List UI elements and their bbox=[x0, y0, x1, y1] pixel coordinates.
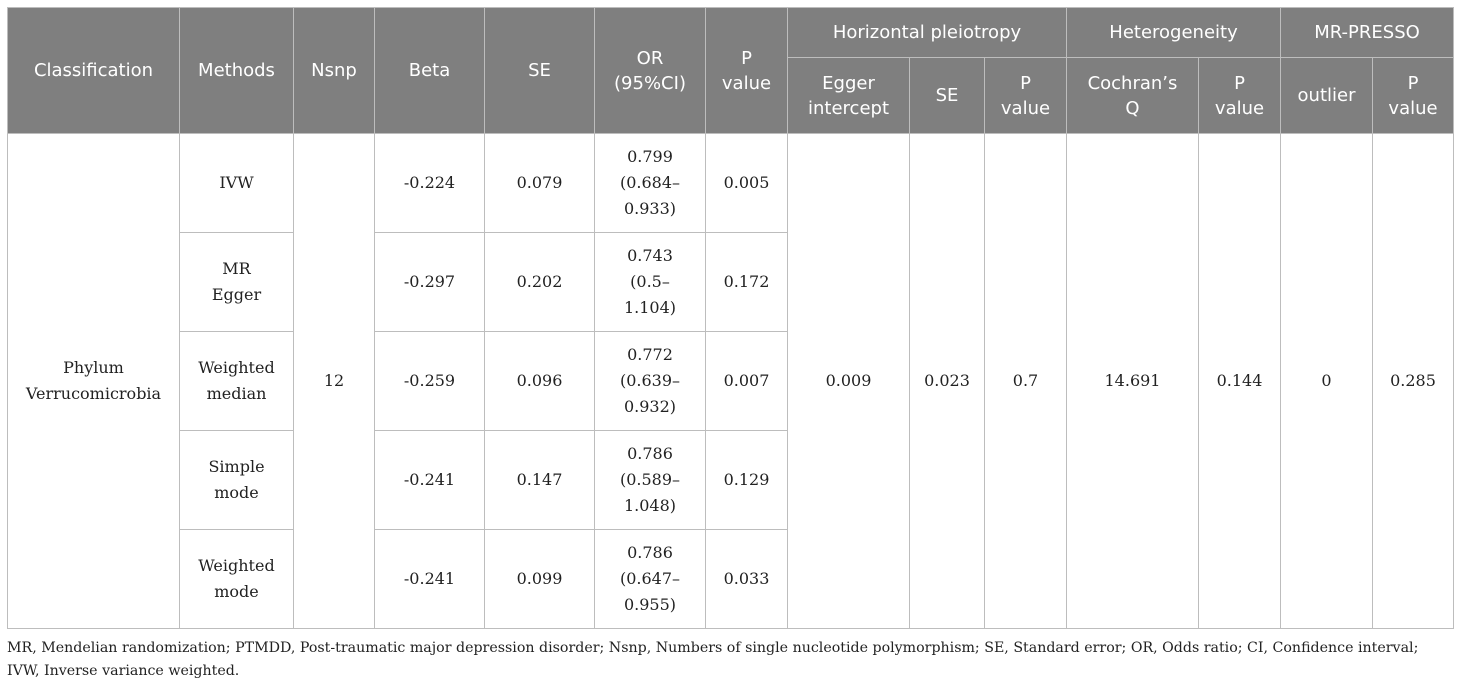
col-header-het-pvalue bbox=[1199, 58, 1281, 134]
method-line2: median bbox=[206, 384, 267, 403]
or-value: 0.786 bbox=[627, 444, 673, 463]
mr-results-table bbox=[7, 7, 1454, 629]
ci-line2: 0.933) bbox=[623, 199, 677, 218]
cell-beta: -0.259 bbox=[375, 332, 485, 431]
or-value: 0.786 bbox=[627, 543, 673, 562]
ci-line1: (0.5– bbox=[630, 272, 670, 291]
cell-method bbox=[180, 530, 294, 629]
table-row bbox=[8, 134, 1454, 233]
col-header-outlier: outlier bbox=[1281, 58, 1373, 134]
cell-egger-intercept: 0.009 bbox=[788, 134, 910, 629]
ci-line1: (0.684– bbox=[619, 173, 681, 192]
col-header-hp-se: SE bbox=[910, 58, 985, 134]
col-header-cochran-q bbox=[1067, 58, 1199, 134]
cell-beta: -0.241 bbox=[375, 530, 485, 629]
table-container bbox=[7, 7, 1453, 629]
col-header-beta: Beta bbox=[375, 8, 485, 134]
col-header-methods: Methods bbox=[180, 8, 294, 134]
ci-line1: (0.647– bbox=[619, 569, 681, 588]
cell-hp-pvalue: 0.7 bbox=[985, 134, 1067, 629]
cell-het-pvalue: 0.144 bbox=[1199, 134, 1281, 629]
method-line1: Simple bbox=[208, 457, 265, 476]
ci-line1: (0.639– bbox=[619, 371, 681, 390]
col-header-het-p-line1: P bbox=[1234, 72, 1245, 94]
cell-cochran-q: 14.691 bbox=[1067, 134, 1199, 629]
cell-se: 0.202 bbox=[485, 233, 595, 332]
ci-line2: 1.104) bbox=[623, 298, 677, 317]
col-header-or bbox=[595, 8, 706, 134]
cell-hp-se: 0.023 bbox=[910, 134, 985, 629]
col-header-het-p-line2: value bbox=[1214, 97, 1265, 119]
col-header-pvalue-line1: P bbox=[741, 47, 752, 69]
cell-beta: -0.241 bbox=[375, 431, 485, 530]
cell-classification bbox=[8, 134, 180, 629]
cell-se: 0.079 bbox=[485, 134, 595, 233]
col-header-cochran-line1: Cochran’s bbox=[1087, 72, 1178, 94]
table-body bbox=[8, 134, 1454, 629]
or-value: 0.772 bbox=[627, 345, 673, 364]
cell-outlier: 0 bbox=[1281, 134, 1373, 629]
cell-presso-pvalue: 0.285 bbox=[1373, 134, 1454, 629]
cell-pvalue: 0.007 bbox=[706, 332, 788, 431]
header-row-1 bbox=[8, 8, 1454, 58]
col-header-hp-p-line2: value bbox=[1000, 97, 1051, 119]
table-footnote: MR, Mendelian randomization; PTMDD, Post-traumatic major depression disorder; Nsnp, Numbers of single nucleotide polymorphism; SE, Standard error; OR, Odds ratio; CI, Confidence interval; IVW, Inverse variance weighted. bbox=[7, 640, 1419, 679]
col-header-nsnp: Nsnp bbox=[294, 8, 375, 134]
col-header-presso-pvalue bbox=[1373, 58, 1454, 134]
group-header-horizontal-pleiotropy: Horizontal pleiotropy bbox=[788, 8, 1067, 58]
cell-or bbox=[595, 233, 706, 332]
col-header-egger-line1: Egger bbox=[822, 72, 875, 94]
or-value: 0.799 bbox=[627, 147, 673, 166]
col-header-cochran-line2: Q bbox=[1125, 97, 1140, 119]
cell-method bbox=[180, 233, 294, 332]
col-header-pvalue bbox=[706, 8, 788, 134]
cell-se: 0.147 bbox=[485, 431, 595, 530]
col-header-classification: Classification bbox=[8, 8, 180, 134]
col-header-egger-intercept bbox=[788, 58, 910, 134]
method-line1: Weighted bbox=[198, 556, 275, 575]
col-header-presso-p-line2: value bbox=[1388, 97, 1438, 119]
ci-line1: (0.589– bbox=[619, 470, 681, 489]
group-header-mr-presso: MR-PRESSO bbox=[1281, 8, 1454, 58]
cell-nsnp: 12 bbox=[294, 134, 375, 629]
method-line2: mode bbox=[214, 483, 259, 502]
group-header-heterogeneity: Heterogeneity bbox=[1067, 8, 1281, 58]
method-line1: Weighted bbox=[198, 358, 275, 377]
cell-method bbox=[180, 431, 294, 530]
cell-or bbox=[595, 332, 706, 431]
cell-method bbox=[180, 332, 294, 431]
or-value: 0.743 bbox=[627, 246, 673, 265]
cell-pvalue: 0.033 bbox=[706, 530, 788, 629]
cell-or bbox=[595, 431, 706, 530]
col-header-presso-p-line1: P bbox=[1407, 72, 1419, 94]
cell-beta: -0.297 bbox=[375, 233, 485, 332]
cell-pvalue: 0.005 bbox=[706, 134, 788, 233]
col-header-pvalue-line2: value bbox=[721, 72, 772, 94]
col-header-se: SE bbox=[485, 8, 595, 134]
classification-line2: Verrucomicrobia bbox=[25, 384, 162, 403]
col-header-egger-line2: intercept bbox=[808, 97, 889, 119]
cell-method: IVW bbox=[180, 134, 294, 233]
classification-line1: Phylum bbox=[63, 358, 124, 377]
cell-beta: -0.224 bbox=[375, 134, 485, 233]
col-header-or-line1: OR bbox=[636, 47, 664, 69]
ci-line2: 0.932) bbox=[623, 397, 677, 416]
method-line2: Egger bbox=[211, 285, 262, 304]
cell-or bbox=[595, 530, 706, 629]
ci-line2: 0.955) bbox=[623, 595, 677, 614]
method-line1: MR bbox=[222, 259, 251, 278]
cell-se: 0.099 bbox=[485, 530, 595, 629]
method-line2: mode bbox=[214, 582, 259, 601]
col-header-or-line2: (95%CI) bbox=[614, 72, 686, 94]
ci-line2: 1.048) bbox=[623, 496, 677, 515]
cell-or bbox=[595, 134, 706, 233]
cell-se: 0.096 bbox=[485, 332, 595, 431]
table-header bbox=[8, 8, 1454, 134]
cell-pvalue: 0.129 bbox=[706, 431, 788, 530]
cell-pvalue: 0.172 bbox=[706, 233, 788, 332]
col-header-hp-pvalue bbox=[985, 58, 1067, 134]
col-header-hp-p-line1: P bbox=[1020, 72, 1031, 94]
